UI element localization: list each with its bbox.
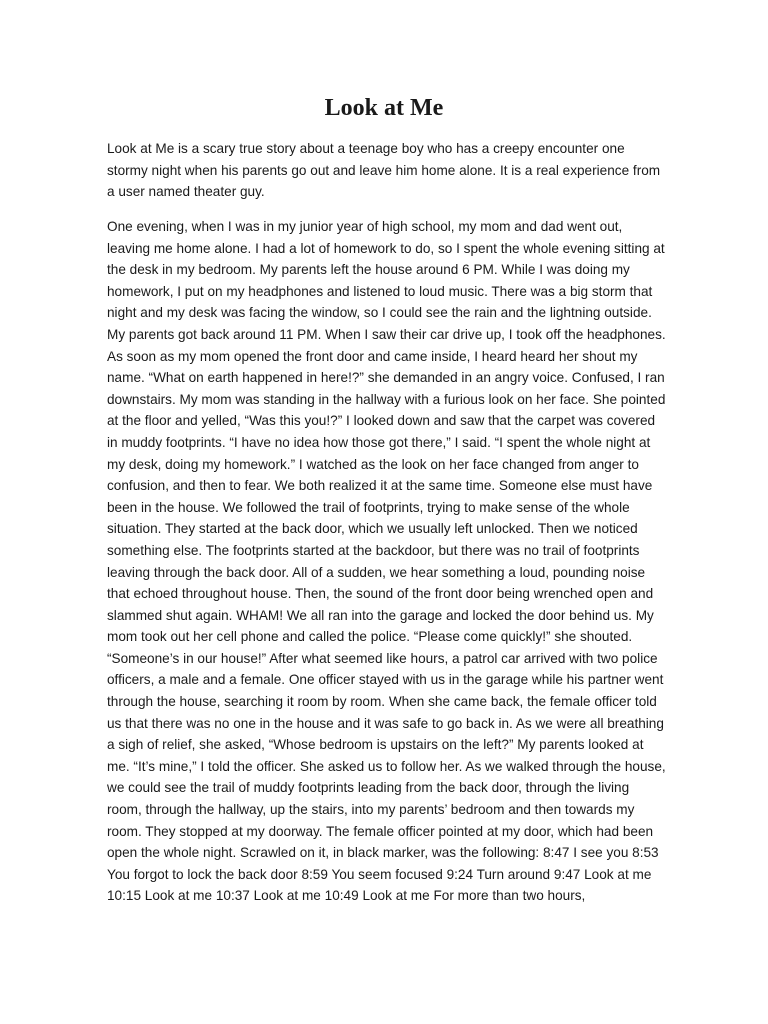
document-title: Look at Me	[324, 95, 444, 121]
story-paragraph: One evening, when I was in my junior year of high school, my mom and dad went out, leaving me home alone. I had a lot of homework to do, so I spent the whole evening sitting at the desk in my bedroom. My parents left the house around 6 PM. While I was doing my homework, I put on my headphones and listened to loud music. There was a big storm that night and my desk was facing the window, so I could see the rain and the lightning outside. My parents got back around 11 PM. When I saw their car drive up, I took off the headphones. As soon as my mom opened the front door and came inside, I heard heard her shout my name. “What on earth happened in here!?” she demanded in an angry voice. Confused, I ran downstairs. My mom was standing in the hallway with a furious look on her face. She pointed at the floor and yelled, “Was this you!?” I looked down and saw that the carpet was covered in muddy footprints. “I have no idea how those got there,” I said. “I spent the whole night at my desk, doing my homework.” I watched as the look on her face changed from anger to confusion, and then to fear. We both realized it at the same time. Someone else must have been in the house. We followed the trail of footprints, trying to make sense of the whole situation. They started at the back door, which we usually left unlocked. Then we noticed something else. The footprints started at the backdoor, but there was no trail of footprints leaving through the back door. All of a sudden, we hear something a loud, pounding noise that echoed throughout house. Then, the sound of the front door being wrenched open and slammed shut again. WHAM! We all ran into the garage and locked the door behind us. My mom took out her cell phone and called the police. “Please come quickly!” she shouted. “Someone’s in our house!” After what seemed like hours, a patrol car arrived with two police officers, a male and a female. One officer stayed with us in the garage while his partner went through the house, searching it room by room. When she came back, the female officer told us that there was no one in the house and it was safe to go back in. As we were all breathing a sigh of relief, she asked, “Whose bedroom is upstairs on the left?” My parents looked at me. “It’s mine,” I told the officer. She asked us to follow her. As we walked through the house, we could see the trail of muddy footprints leading from the back door, through the living room, through the hallway, up the stairs, into my parents’ bedroom and then towards my room. They stopped at my doorway. The female officer pointed at my door, which had been open the whole night. Scrawled on it, in black marker, was the following: 8:47 I see you 8:53 You forgot to lock the back door 8:59 You seem focused 9:24 Turn around 9:47 Look at me 10:15 Look at me 10:37 Look at me 10:49 Look at me For more than two hours,	[107, 219, 666, 904]
intro-paragraph: Look at Me is a scary true story about a teenage boy who has a creepy encounter one stormy night when his parents go out and leave him home alone. It is a real experience from a user named theater guy.	[107, 141, 661, 200]
